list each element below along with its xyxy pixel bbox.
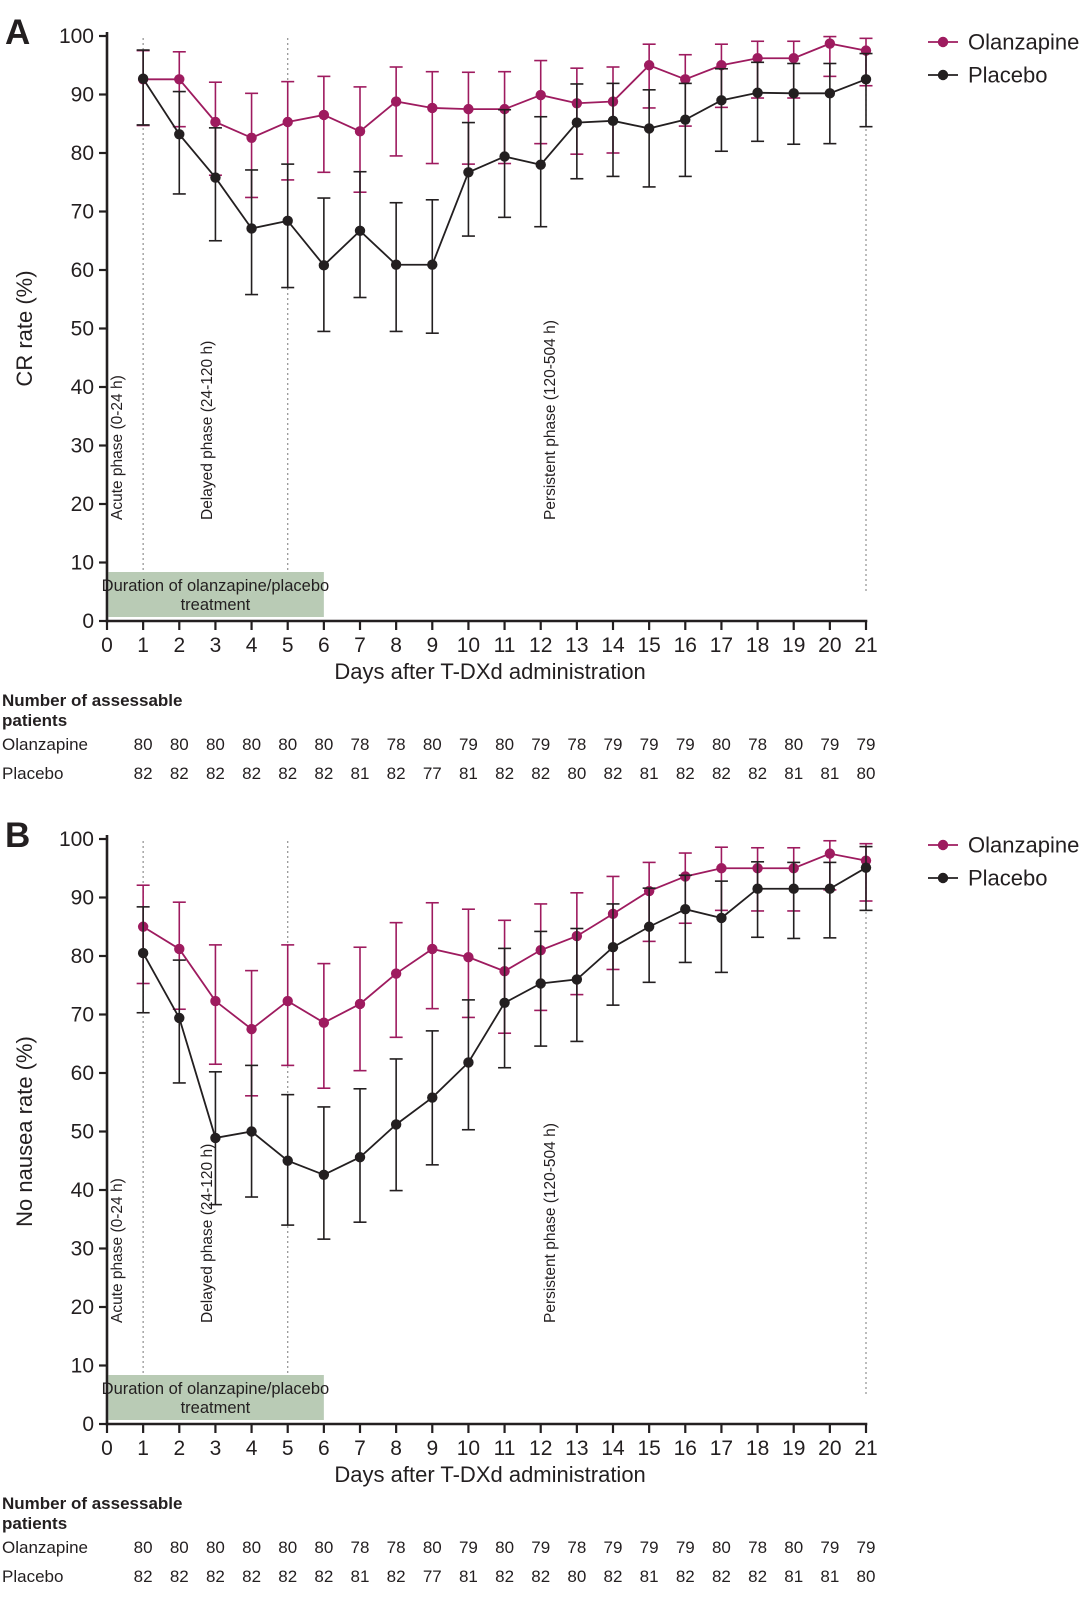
table-cell-placebo-day-12: 82 — [531, 764, 551, 783]
table-cell-olanzapine-day-21: 79 — [856, 1538, 876, 1557]
legend-item-placebo — [928, 63, 1048, 88]
table-cell-placebo-day-18: 82 — [748, 1567, 768, 1586]
x-tick-label: 9 — [426, 634, 439, 657]
x-axis-title: Days after T-DXd administration — [334, 659, 646, 684]
x-tick-label: 20 — [818, 1437, 842, 1460]
x-tick-label: 3 — [209, 1437, 222, 1460]
placebo-point-day-6 — [319, 1170, 329, 1180]
table-cell-olanzapine-day-14: 79 — [603, 735, 623, 754]
x-tick-label: 2 — [173, 1437, 186, 1460]
legend-label: Placebo — [968, 62, 1048, 88]
table-row-olanzapine — [2, 735, 875, 754]
phase-label-3: Persistent phase (120-504 h) — [542, 1123, 560, 1323]
table-title-line2: patients — [2, 711, 68, 730]
x-tick-label: 15 — [637, 1437, 661, 1460]
y-tick-label: 40 — [70, 376, 94, 399]
placebo-point-day-17 — [716, 95, 726, 105]
table-cell-olanzapine-day-21: 79 — [856, 735, 876, 754]
table-title-line1: Number of assessable — [2, 691, 183, 710]
olanzapine-point-day-17 — [716, 863, 726, 873]
y-axis-title: No nausea rate (%) — [12, 1036, 37, 1227]
x-tick-label: 5 — [281, 634, 294, 657]
x-tick-label: 10 — [456, 1437, 481, 1460]
phase-label-3: Persistent phase (120-504 h) — [542, 320, 560, 520]
x-tick-label: 17 — [709, 1437, 734, 1460]
x-tick-label: 18 — [745, 634, 770, 657]
x-tick-label: 7 — [354, 634, 366, 657]
olanzapine-point-day-20 — [825, 848, 835, 858]
x-tick-label: 5 — [281, 1437, 294, 1460]
x-tick-label: 15 — [637, 634, 661, 657]
table-cell-placebo-day-21: 80 — [856, 764, 876, 783]
legend-item-olanzapine — [928, 833, 1079, 858]
panel-b-chart — [0, 809, 1080, 1599]
placebo-point-day-18 — [752, 884, 762, 894]
x-tick-label: 3 — [209, 634, 222, 657]
y-tick-label: 70 — [70, 1003, 94, 1027]
x-tick-label: 11 — [493, 1437, 516, 1460]
table-cell-placebo-day-3: 82 — [205, 1567, 225, 1586]
y-tick-label: 40 — [70, 1179, 94, 1202]
table-cell-placebo-day-6: 82 — [314, 764, 334, 783]
table-cell-olanzapine-day-8: 78 — [386, 1538, 406, 1557]
placebo-point-day-5 — [283, 216, 293, 226]
table-cell-placebo-day-21: 80 — [856, 1567, 876, 1586]
placebo-point-day-6 — [319, 260, 329, 270]
phase-label-1: Acute phase (0-24 h) — [109, 1178, 127, 1323]
y-tick-label: 80 — [70, 945, 94, 968]
table-cell-olanzapine-day-18: 78 — [748, 1538, 768, 1557]
x-tick-label: 6 — [318, 1437, 330, 1460]
x-tick-label: 4 — [245, 634, 258, 657]
y-tick-label: 10 — [70, 1354, 94, 1378]
table-cell-placebo-day-7: 81 — [350, 1567, 370, 1586]
olanzapine-point-day-2 — [174, 944, 184, 954]
placebo-point-day-12 — [536, 160, 546, 170]
panel-label-a: A — [5, 13, 31, 52]
table-cell-placebo-day-15: 81 — [639, 764, 659, 783]
y-tick-label: 0 — [82, 610, 94, 633]
table-cell-placebo-day-14: 82 — [603, 764, 623, 783]
table-cell-olanzapine-day-19: 80 — [784, 735, 804, 754]
olanzapine-point-day-7 — [355, 999, 365, 1009]
table-cell-placebo-day-4: 82 — [242, 764, 262, 783]
table-cell-placebo-day-5: 82 — [278, 1567, 298, 1586]
x-tick-label: 18 — [745, 1437, 770, 1460]
table-cell-olanzapine-day-17: 80 — [711, 1538, 731, 1557]
legend-label: Olanzapine — [968, 29, 1080, 55]
olanzapine-point-day-12 — [536, 90, 546, 100]
x-tick-label: 17 — [709, 634, 734, 657]
table-cell-placebo-day-8: 82 — [386, 764, 406, 783]
table-cell-olanzapine-day-2: 80 — [169, 735, 189, 754]
placebo-point-day-4 — [246, 1126, 256, 1136]
olanzapine-point-day-7 — [355, 126, 365, 136]
placebo-point-day-12 — [536, 978, 546, 988]
olanzapine-point-day-19 — [789, 53, 799, 63]
treatment-box-text-line2: treatment — [180, 1399, 251, 1417]
olanzapine-point-day-20 — [825, 38, 835, 48]
legend-marker-dot — [938, 840, 948, 850]
table-cell-placebo-day-16: 82 — [675, 764, 695, 783]
table-cell-olanzapine-day-3: 80 — [205, 735, 225, 754]
table-cell-placebo-day-18: 82 — [748, 764, 768, 783]
x-tick-label: 2 — [173, 634, 186, 657]
placebo-point-day-13 — [572, 117, 582, 127]
x-tick-label: 13 — [565, 1437, 589, 1460]
placebo-point-day-20 — [825, 884, 835, 894]
placebo-point-day-3 — [210, 1133, 220, 1143]
table-cell-placebo-day-1: 82 — [133, 764, 153, 783]
table-cell-olanzapine-day-5: 80 — [278, 1538, 298, 1557]
x-tick-label: 13 — [565, 634, 589, 657]
y-tick-label: 60 — [70, 259, 94, 282]
legend-item-olanzapine — [928, 30, 1079, 55]
treatment-box-text-line2: treatment — [180, 596, 251, 614]
table-cell-olanzapine-day-6: 80 — [314, 1538, 334, 1557]
table-cell-placebo-day-1: 82 — [133, 1567, 153, 1586]
x-tick-label: 10 — [456, 634, 481, 657]
x-tick-label: 1 — [137, 634, 149, 657]
placebo-point-day-21 — [861, 74, 871, 84]
placebo-point-day-10 — [463, 1057, 473, 1067]
table-row-placebo — [2, 764, 875, 783]
x-tick-label: 12 — [529, 634, 553, 657]
table-cell-olanzapine-day-16: 79 — [675, 1538, 695, 1557]
table-cell-olanzapine-day-7: 78 — [350, 735, 370, 754]
y-tick-label: 10 — [70, 551, 94, 575]
table-cell-olanzapine-day-4: 80 — [242, 1538, 262, 1557]
x-tick-label: 12 — [529, 1437, 553, 1460]
table-cell-olanzapine-day-13: 78 — [567, 1538, 587, 1557]
table-cell-placebo-day-17: 82 — [711, 764, 731, 783]
phase-label-1: Acute phase (0-24 h) — [109, 375, 127, 520]
placebo-point-day-1 — [138, 948, 148, 958]
x-tick-label: 14 — [601, 634, 625, 657]
table-cell-olanzapine-day-4: 80 — [242, 735, 262, 754]
y-tick-label: 30 — [70, 434, 94, 458]
table-cell-olanzapine-day-15: 79 — [639, 1538, 659, 1557]
table-cell-placebo-day-13: 80 — [567, 1567, 587, 1586]
table-cell-olanzapine-day-11: 80 — [495, 1538, 515, 1557]
table-cell-olanzapine-day-20: 79 — [820, 735, 840, 754]
table-cell-placebo-day-17: 82 — [711, 1567, 731, 1586]
legend-label: Placebo — [968, 865, 1048, 891]
table-row-placebo — [2, 1567, 875, 1586]
placebo-point-day-16 — [680, 904, 690, 914]
treatment-box-text-line1: Duration of olanzapine/placebo — [101, 1380, 330, 1398]
placebo-point-day-8 — [391, 1119, 401, 1129]
table-cell-olanzapine-day-9: 80 — [422, 735, 442, 754]
panel-b — [0, 809, 1080, 1604]
x-tick-label: 16 — [673, 634, 697, 657]
y-tick-label: 0 — [82, 1413, 94, 1436]
table-cell-olanzapine-day-5: 80 — [278, 735, 298, 754]
y-tick-label: 20 — [70, 1296, 94, 1319]
x-tick-label: 4 — [245, 1437, 258, 1460]
table-cell-placebo-day-4: 82 — [242, 1567, 262, 1586]
table-cell-placebo-day-19: 81 — [784, 764, 804, 783]
table-title-line1: Number of assessable — [2, 1494, 183, 1513]
table-cell-placebo-day-7: 81 — [350, 764, 370, 783]
y-tick-label: 20 — [70, 493, 94, 516]
x-tick-label: 8 — [390, 634, 402, 657]
table-cell-placebo-day-20: 81 — [820, 764, 840, 783]
placebo-point-day-10 — [463, 167, 473, 177]
table-cell-olanzapine-day-18: 78 — [748, 735, 768, 754]
table-cell-olanzapine-day-6: 80 — [314, 735, 334, 754]
panel-label-b: B — [5, 816, 31, 855]
table-row-olanzapine — [2, 1538, 875, 1557]
legend-marker-dot — [938, 37, 948, 47]
legend-marker-dot — [938, 70, 948, 80]
x-axis-title: Days after T-DXd administration — [334, 1462, 646, 1487]
placebo-point-day-9 — [427, 1092, 437, 1102]
legend-item-placebo — [928, 866, 1048, 891]
olanzapine-point-day-3 — [210, 996, 220, 1006]
placebo-point-day-3 — [210, 172, 220, 182]
olanzapine-point-day-2 — [174, 74, 184, 84]
placebo-point-day-19 — [789, 88, 799, 98]
table-row-label: Placebo — [2, 1567, 64, 1586]
phase-label-2: Delayed phase (24-120 h) — [198, 340, 216, 520]
y-tick-label: 30 — [70, 1237, 94, 1261]
x-tick-label: 20 — [818, 634, 842, 657]
table-cell-placebo-day-13: 80 — [567, 764, 587, 783]
table-row-label: Olanzapine — [2, 735, 89, 754]
placebo-point-day-5 — [283, 1156, 293, 1166]
x-tick-label: 0 — [101, 1437, 113, 1460]
table-cell-olanzapine-day-3: 80 — [205, 1538, 225, 1557]
placebo-point-day-20 — [825, 88, 835, 98]
y-tick-label: 70 — [70, 200, 94, 224]
x-tick-label: 11 — [493, 634, 516, 657]
olanzapine-point-day-3 — [210, 117, 220, 127]
phase-label-2: Delayed phase (24-120 h) — [198, 1143, 216, 1323]
placebo-point-day-2 — [174, 129, 184, 139]
olanzapine-point-day-9 — [427, 103, 437, 113]
olanzapine-point-day-4 — [246, 1024, 256, 1034]
table-cell-placebo-day-2: 82 — [169, 1567, 189, 1586]
table-cell-placebo-day-9: 77 — [422, 764, 442, 783]
table-cell-olanzapine-day-20: 79 — [820, 1538, 840, 1557]
table-cell-placebo-day-11: 82 — [495, 764, 515, 783]
placebo-point-day-15 — [644, 922, 654, 932]
placebo-point-day-11 — [499, 151, 509, 161]
table-cell-placebo-day-14: 82 — [603, 1567, 623, 1586]
table-title-line2: patients — [2, 1514, 68, 1533]
y-tick-label: 50 — [70, 1120, 94, 1144]
table-cell-placebo-day-6: 82 — [314, 1567, 334, 1586]
y-tick-label: 60 — [70, 1062, 94, 1085]
table-cell-placebo-day-20: 81 — [820, 1567, 840, 1586]
table-cell-olanzapine-day-13: 78 — [567, 735, 587, 754]
placebo-point-day-14 — [608, 116, 618, 126]
y-axis-title: CR rate (%) — [12, 270, 37, 387]
x-tick-label: 7 — [354, 1437, 366, 1460]
placebo-point-day-16 — [680, 114, 690, 124]
table-cell-olanzapine-day-11: 80 — [495, 735, 515, 754]
x-tick-label: 6 — [318, 634, 330, 657]
table-cell-placebo-day-16: 82 — [675, 1567, 695, 1586]
placebo-point-day-14 — [608, 942, 618, 952]
placebo-point-day-17 — [716, 913, 726, 923]
placebo-point-day-13 — [572, 974, 582, 984]
placebo-point-day-7 — [355, 226, 365, 236]
table-cell-olanzapine-day-1: 80 — [133, 735, 153, 754]
x-tick-label: 21 — [854, 634, 878, 657]
table-cell-olanzapine-day-14: 79 — [603, 1538, 623, 1557]
table-cell-olanzapine-day-1: 80 — [133, 1538, 153, 1557]
placebo-series — [137, 847, 873, 1240]
table-cell-placebo-day-8: 82 — [386, 1567, 406, 1586]
olanzapine-point-day-4 — [246, 133, 256, 143]
table-row-label: Placebo — [2, 764, 64, 783]
table-cell-olanzapine-day-12: 79 — [531, 735, 551, 754]
table-cell-placebo-day-3: 82 — [205, 764, 225, 783]
placebo-point-day-21 — [861, 862, 871, 872]
y-tick-label: 80 — [70, 142, 94, 165]
table-cell-olanzapine-day-12: 79 — [531, 1538, 551, 1557]
y-tick-label: 90 — [70, 886, 94, 910]
y-tick-label: 50 — [70, 317, 94, 341]
table-cell-olanzapine-day-7: 78 — [350, 1538, 370, 1557]
x-tick-label: 19 — [782, 634, 806, 657]
table-cell-olanzapine-day-10: 79 — [458, 1538, 478, 1557]
x-tick-label: 8 — [390, 1437, 402, 1460]
olanzapine-point-day-8 — [391, 96, 401, 106]
placebo-point-day-4 — [246, 223, 256, 233]
table-cell-placebo-day-2: 82 — [169, 764, 189, 783]
table-cell-placebo-day-15: 81 — [639, 1567, 659, 1586]
table-cell-placebo-day-12: 82 — [531, 1567, 551, 1586]
placebo-point-day-11 — [499, 998, 509, 1008]
legend-label: Olanzapine — [968, 832, 1080, 858]
placebo-point-day-18 — [752, 88, 762, 98]
table-cell-olanzapine-day-19: 80 — [784, 1538, 804, 1557]
panel-a — [0, 6, 1080, 801]
x-tick-label: 16 — [673, 1437, 697, 1460]
x-tick-label: 0 — [101, 634, 113, 657]
x-tick-label: 9 — [426, 1437, 439, 1460]
legend-marker-dot — [938, 873, 948, 883]
treatment-box-text-line1: Duration of olanzapine/placebo — [101, 577, 330, 595]
placebo-point-day-8 — [391, 260, 401, 270]
table-cell-placebo-day-10: 81 — [458, 1567, 478, 1586]
placebo-point-day-2 — [174, 1013, 184, 1023]
table-cell-placebo-day-9: 77 — [422, 1567, 442, 1586]
table-cell-olanzapine-day-15: 79 — [639, 735, 659, 754]
table-cell-placebo-day-11: 82 — [495, 1567, 515, 1586]
x-tick-label: 14 — [601, 1437, 625, 1460]
olanzapine-point-day-8 — [391, 968, 401, 978]
x-tick-label: 1 — [137, 1437, 149, 1460]
table-cell-olanzapine-day-10: 79 — [458, 735, 478, 754]
x-tick-label: 19 — [782, 1437, 806, 1460]
table-cell-olanzapine-day-2: 80 — [169, 1538, 189, 1557]
placebo-point-day-7 — [355, 1152, 365, 1162]
olanzapine-point-day-5 — [283, 996, 293, 1006]
table-cell-olanzapine-day-17: 80 — [711, 735, 731, 754]
olanzapine-point-day-10 — [463, 952, 473, 962]
olanzapine-point-day-6 — [319, 1017, 329, 1027]
table-cell-placebo-day-19: 81 — [784, 1567, 804, 1586]
placebo-point-day-19 — [789, 884, 799, 894]
olanzapine-point-day-10 — [463, 104, 473, 114]
y-tick-label: 100 — [58, 25, 94, 48]
olanzapine-point-day-5 — [283, 117, 293, 127]
y-tick-label: 90 — [70, 83, 94, 107]
placebo-point-day-9 — [427, 260, 437, 270]
table-cell-olanzapine-day-9: 80 — [422, 1538, 442, 1557]
y-tick-label: 100 — [58, 828, 94, 851]
table-cell-placebo-day-5: 82 — [278, 764, 298, 783]
table-row-label: Olanzapine — [2, 1538, 89, 1557]
placebo-point-day-1 — [138, 74, 148, 84]
olanzapine-point-day-9 — [427, 944, 437, 954]
olanzapine-point-day-6 — [319, 110, 329, 120]
placebo-point-day-15 — [644, 123, 654, 133]
table-cell-olanzapine-day-16: 79 — [675, 735, 695, 754]
panel-a-chart — [0, 6, 1080, 796]
table-cell-placebo-day-10: 81 — [458, 764, 478, 783]
x-tick-label: 21 — [854, 1437, 878, 1460]
table-cell-olanzapine-day-8: 78 — [386, 735, 406, 754]
olanzapine-point-day-15 — [644, 60, 654, 70]
